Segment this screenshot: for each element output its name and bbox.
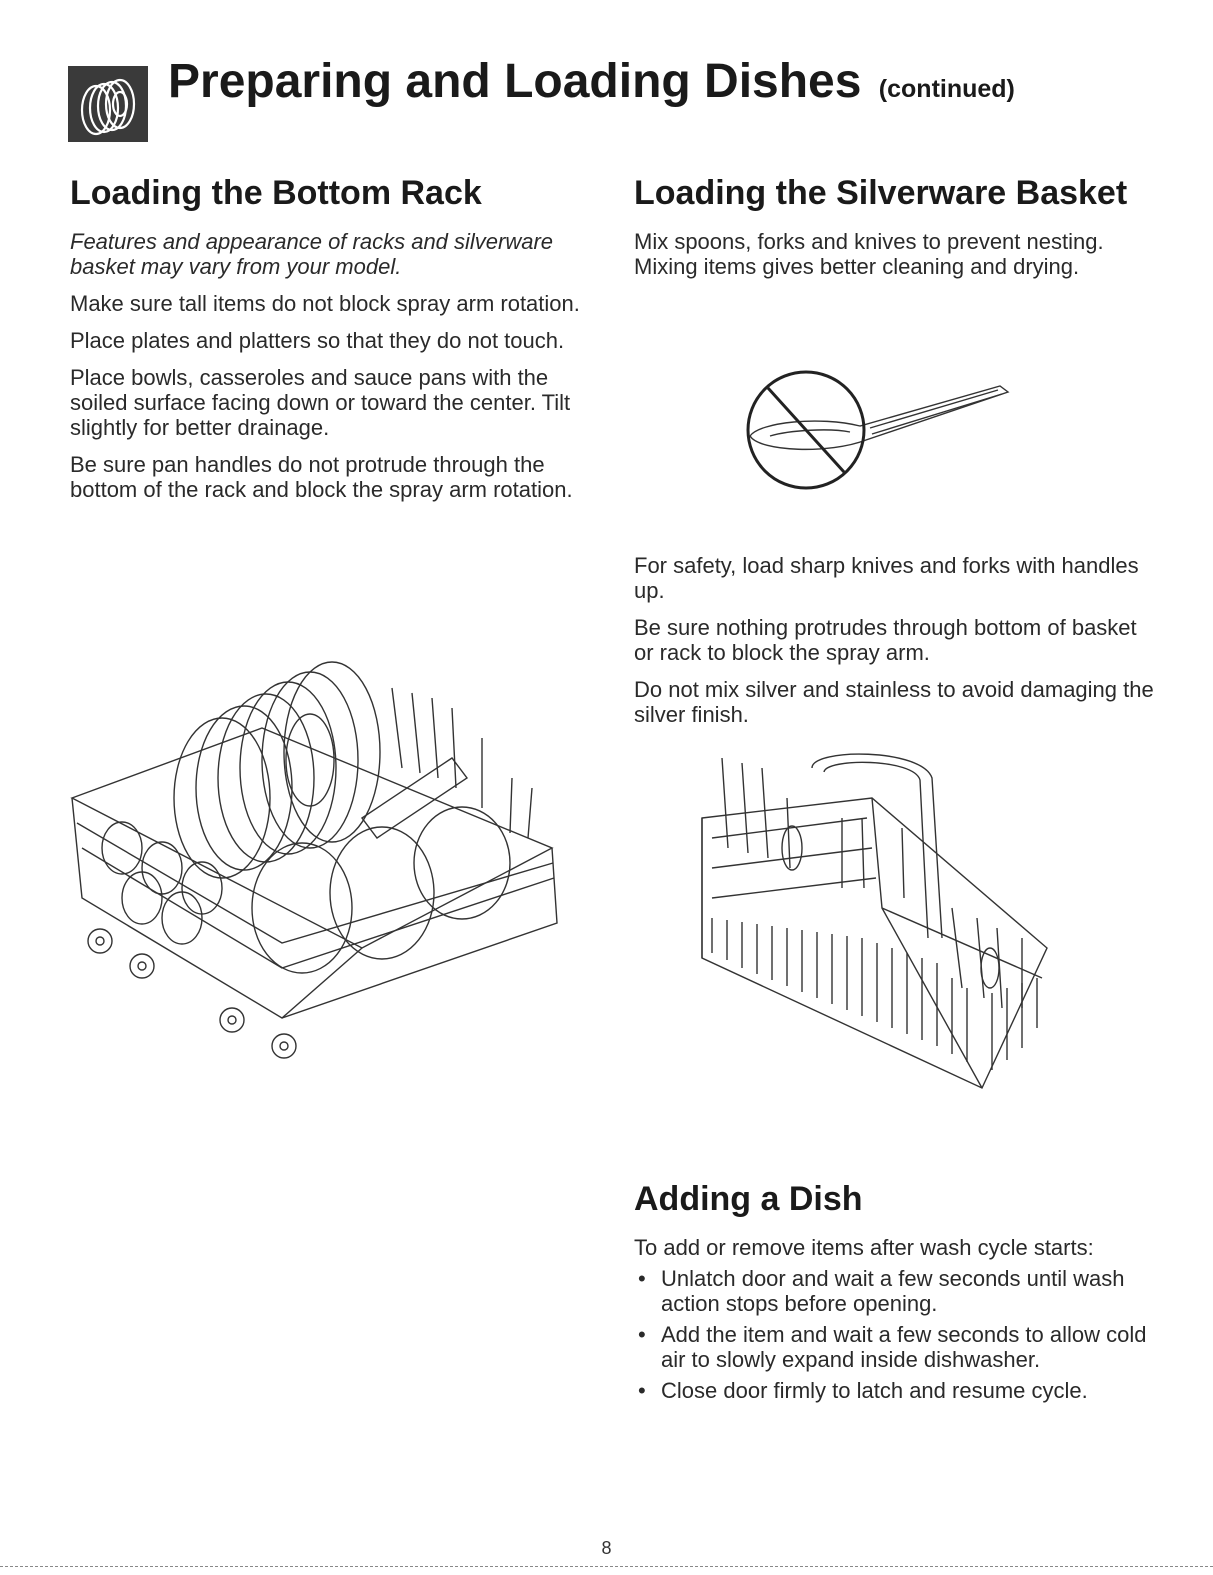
bottom-rack-section bbox=[70, 170, 590, 514]
list-item: • Close door firmly to latch and resume cycle. bbox=[634, 1378, 1174, 1403]
bottom-rack-paragraph: Place plates and platters so that they do not touch. bbox=[70, 328, 565, 353]
no-nesting-spoon-illustration bbox=[740, 364, 1020, 496]
bottom-rack-heading: Loading the Bottom Rack bbox=[70, 174, 482, 212]
page-title bbox=[168, 54, 1015, 109]
bottom-rack-paragraph: Be sure pan handles do not protrude through the bottom of the rack and block the spray arm rotation. bbox=[70, 452, 573, 502]
bottom-rack-paragraph: Place bowls, casseroles and sauce pans with the soiled surface facing down or toward the center. Tilt slightly for better drainage. bbox=[70, 365, 571, 440]
silverware-heading: Loading the Silverware Basket bbox=[634, 174, 1128, 212]
bottom-rack-paragraph: Make sure tall items do not block spray arm rotation. bbox=[70, 291, 580, 316]
page-number: 8 bbox=[601, 1538, 612, 1558]
adding-dish-heading: Adding a Dish bbox=[634, 1180, 863, 1218]
adding-dish-intro: To add or remove items after wash cycle starts: bbox=[634, 1235, 1094, 1260]
silverware-paragraph: For safety, load sharp knives and forks with handles up. bbox=[634, 553, 1139, 603]
silverware-paragraph: Be sure nothing protrudes through bottom of basket or rack to block the spray arm. bbox=[634, 615, 1137, 665]
page-subtitle: (continued) bbox=[878, 75, 1015, 103]
page-title-text: Preparing and Loading Dishes bbox=[168, 55, 862, 108]
silverware-paragraph: Do not mix silver and stainless to avoid damaging the silver finish. bbox=[634, 677, 1154, 727]
bottom-rack-illustration bbox=[62, 648, 570, 1060]
silverware-basket-illustration bbox=[692, 738, 1058, 1100]
list-item: • Unlatch door and wait a few seconds until wash action stops before opening. bbox=[634, 1266, 1174, 1316]
adding-dish-steps bbox=[634, 1266, 1174, 1403]
adding-dish-section bbox=[634, 1176, 1174, 1409]
bottom-rule bbox=[0, 1566, 1213, 1567]
dish-stack-icon bbox=[66, 64, 150, 144]
model-variation-note: Features and appearance of racks and silverware basket may vary from your model. bbox=[70, 229, 554, 279]
silverware-intro: Mix spoons, forks and knives to prevent nesting. Mixing items gives better cleaning and drying. bbox=[634, 229, 1104, 279]
list-item: • Add the item and wait a few seconds to allow cold air to slowly expand inside dishwasher. bbox=[634, 1322, 1174, 1372]
